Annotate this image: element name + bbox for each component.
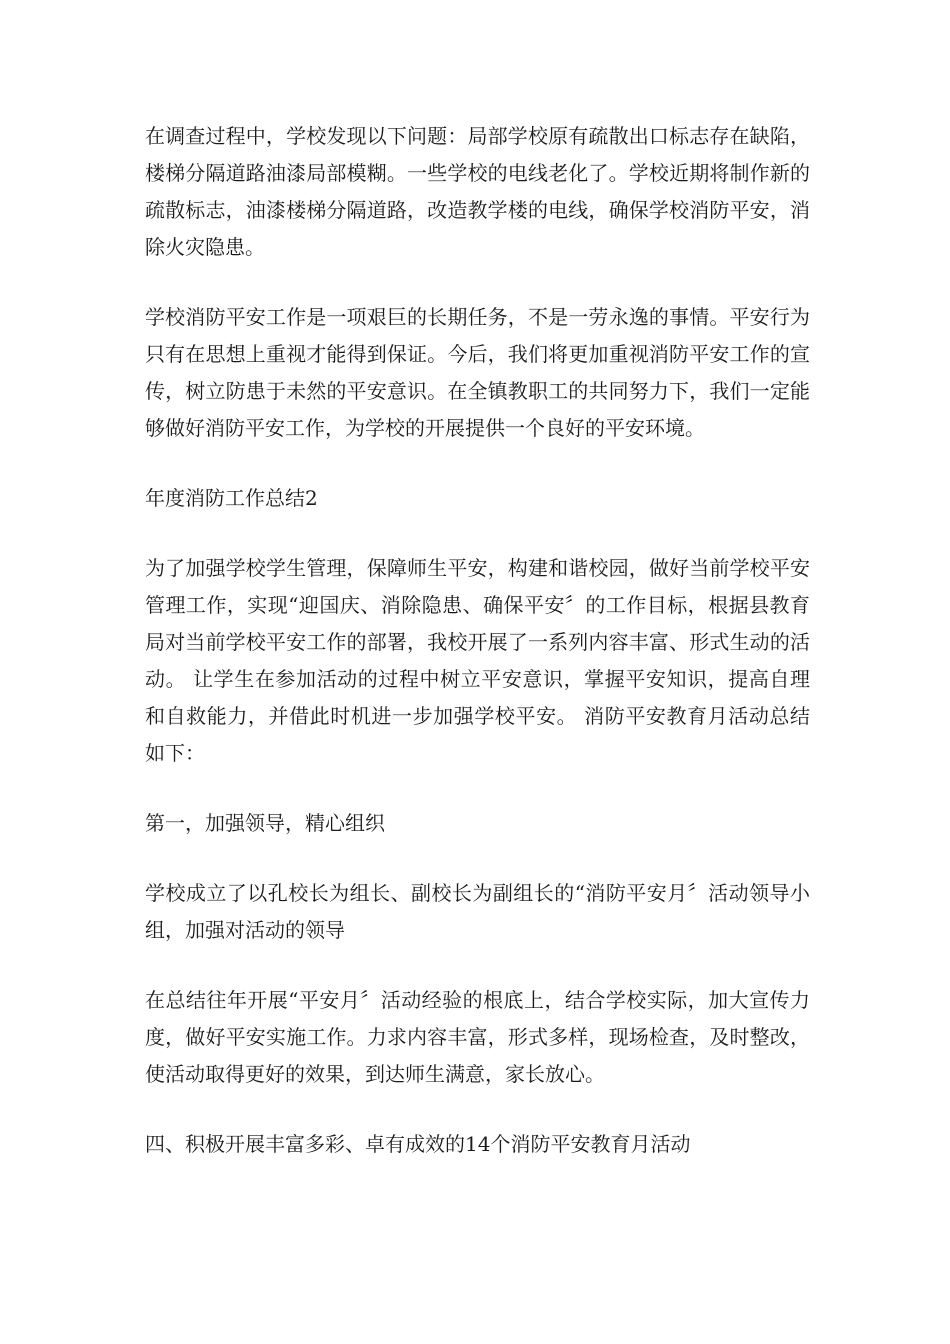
- paragraph-inspection-findings: 在调查过程中，学校发现以下问题：局部学校原有疏散出口标志存在缺陷，楼梯分隔道路油漆局部模糊。一些学校的电线老化了。学校近期将制作新的疏散标志，油漆楼梯分隔道路，改造教学楼的电线，确保学校消防平安，消除火灾隐患。: [145, 124, 810, 259]
- section-title-summary-2: 年度消防工作总结2: [145, 486, 318, 510]
- paragraph-activity-overview: 为了加强学校学生管理，保障师生平安，构建和谐校园，做好当前学校平安管理工作，实现“迎国庆、消除隐患、确保平安〞的工作目标，根据县教育局对当前学校平安工作的部署，我校开展了一系列内容丰富、形式生动的活动。 让学生在参加活动的过程中树立平安意识，掌握平安知识，提高自理和自救能力，并借此时机进一步加强学校平安。 消防平安教育月活动总结如下：: [145, 556, 810, 765]
- paragraph-leading-group: 学校成立了以孔校长为组长、副校长为副组长的“消防平安月〞活动领导小组，加强对活动的领导: [145, 881, 810, 942]
- section-heading-leadership: 第一，加强领导，精心组织: [145, 811, 385, 835]
- paragraph-long-term-task: 学校消防平安工作是一项艰巨的长期任务，不是一劳永逸的事情。平安行为只有在思想上重视才能得到保证。今后，我们将更加重视消防平安工作的宣传，树立防患于未然的平安意识。在全镇教职工的共同努力下，我们一定能够做好消防平安工作，为学校的开展提供一个良好的平安环境。: [145, 305, 810, 440]
- document-body: [145, 118, 810, 1196]
- paragraph-experience-summary: 在总结往年开展“平安月〞活动经验的根底上，结合学校实际，加大宣传力度，做好平安实施工作。力求内容丰富，形式多样，现场检查，及时整改，使活动取得更好的效果，到达师生满意，家长放心。: [145, 988, 810, 1086]
- section-heading-activities: 四、积极开展丰富多彩、卓有成效的14个消防平安教育月活动: [145, 1132, 691, 1156]
